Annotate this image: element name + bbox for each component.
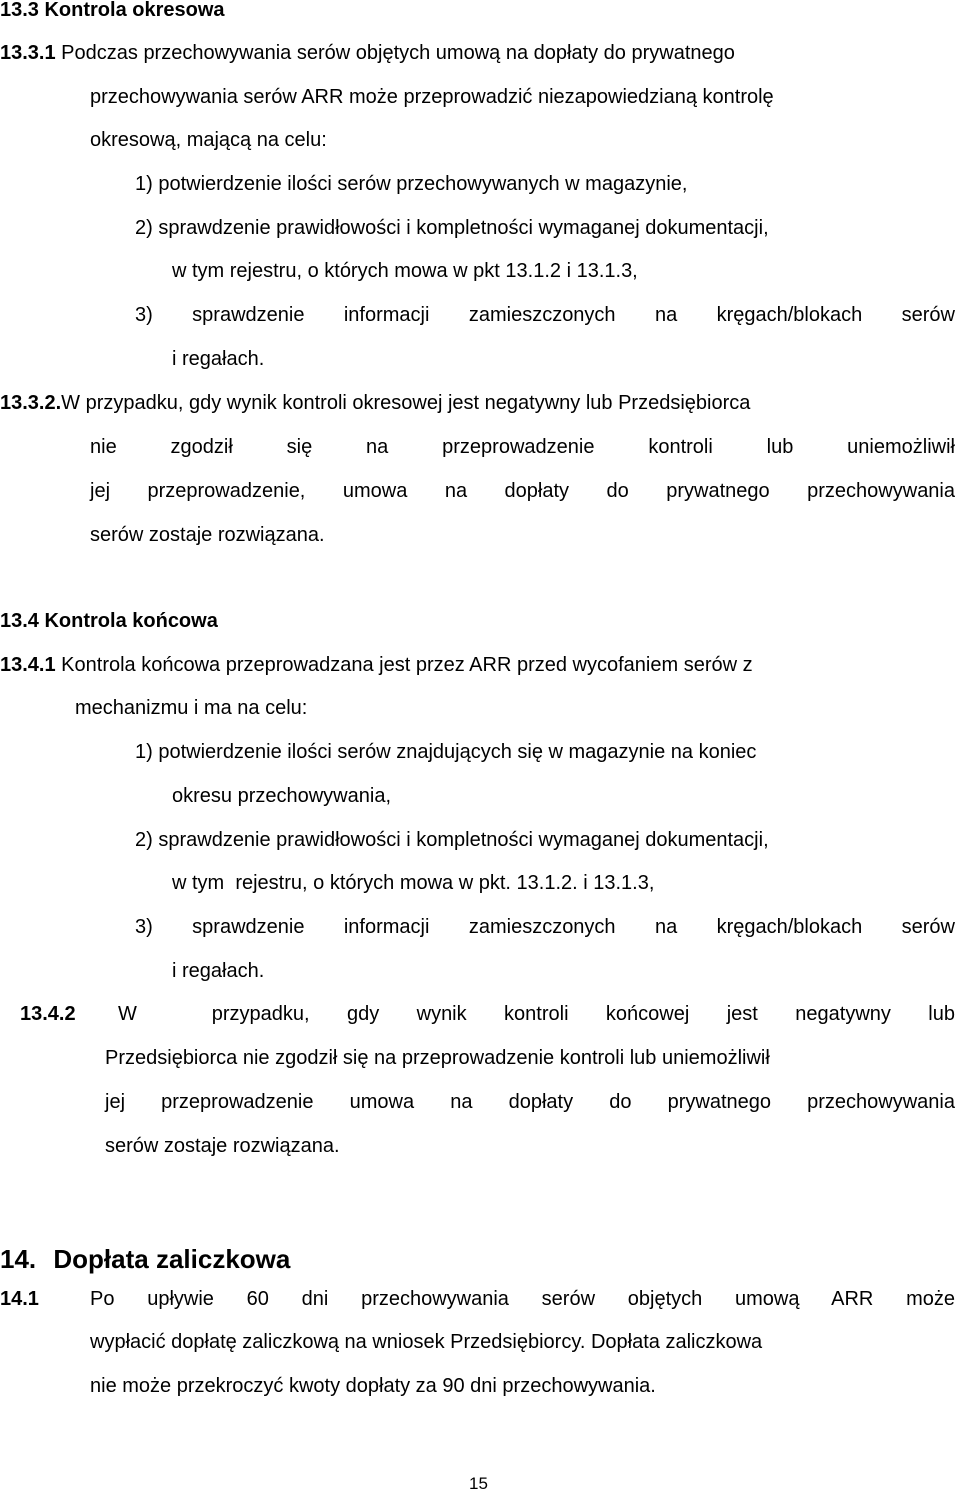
section-number: 14. xyxy=(0,1244,37,1274)
para-13-3-1-line-2: przechowywania serów ARR może przeprowadzić niezapowiedzianą kontrolę xyxy=(90,86,774,108)
list-item-continued: okresu przechowywania, xyxy=(172,785,391,807)
para-text: Kontrola końcowa przeprowadzana jest przez ARR przed wycofaniem serów z xyxy=(61,654,753,676)
para-number: 13.4.2 xyxy=(20,1003,76,1025)
para-13-3-1-line-1 xyxy=(0,41,735,65)
list-item: 2) sprawdzenie prawidłowości i kompletności wymaganej dokumentacji, xyxy=(135,217,769,239)
page-number: 15 xyxy=(469,1474,488,1493)
para-number: 13.4.1 xyxy=(0,654,56,676)
para-13-4-1-line-1 xyxy=(0,653,753,677)
list-item: 3) sprawdzenie informacji zamieszczonych na kręgach/blokach serów xyxy=(135,304,955,326)
para-13-4-1-line-2: mechanizmu i ma na celu: xyxy=(75,697,308,719)
para-13-3-2-line-3: jej przeprowadzenie, umowa na dopłaty do prywatnego przechowywania xyxy=(90,480,955,502)
para-text: W przypadku, gdy wynik kontroli okresowej jest negatywny lub Przedsiębiorca xyxy=(61,392,751,414)
list-item: 2) sprawdzenie prawidłowości i kompletności wymaganej dokumentacji, xyxy=(135,829,769,851)
list-item-continued: w tym rejestru, o których mowa w pkt 13.1.2 i 13.1.3, xyxy=(172,260,638,282)
section-13-3-heading: 13.3 Kontrola okresowa xyxy=(0,0,225,21)
para-13-3-2-line-1 xyxy=(0,391,750,415)
para-13-4-2-line-1: W przypadku, gdy wynik kontroli końcowej jest negatywny lub xyxy=(118,1003,955,1025)
para-14-1-line-2: wypłacić dopłatę zaliczkową na wniosek Przedsiębiorcy. Dopłata zaliczkowa xyxy=(90,1331,763,1353)
para-text: Podczas przechowywania serów objętych umową na dopłaty do prywatnego xyxy=(61,42,735,64)
para-13-4-2-line-3: jej przeprowadzenie umowa na dopłaty do prywatnego przechowywania xyxy=(105,1091,955,1113)
section-13-4-heading: 13.4 Kontrola końcowa xyxy=(0,610,218,632)
list-item: 3) sprawdzenie informacji zamieszczonych na kręgach/blokach serów xyxy=(135,916,955,938)
para-14-1-line-1: Po upływie 60 dni przechowywania serów objętych umową ARR może xyxy=(90,1288,955,1310)
para-number: 13.3.1 xyxy=(0,42,56,64)
section-title: Dopłata zaliczkowa xyxy=(53,1244,291,1274)
list-item-continued: i regałach. xyxy=(172,348,265,370)
para-number: 13.3.2. xyxy=(0,392,62,414)
para-13-3-1-line-3: okresową, mającą na celu: xyxy=(90,129,327,151)
para-13-4-2-line-2: Przedsiębiorca nie zgodził się na przeprowadzenie kontroli lub uniemożliwił xyxy=(105,1047,770,1069)
list-item: 1) potwierdzenie ilości serów znajdujących się w magazynie na koniec xyxy=(135,741,757,763)
list-item-continued: w tym rejestru, o których mowa w pkt. 13.1.2. i 13.1.3, xyxy=(172,872,655,894)
para-13-3-2-line-2: nie zgodził się na przeprowadzenie kontroli lub uniemożliwił xyxy=(90,436,955,458)
para-13-4-2-line-4: serów zostaje rozwiązana. xyxy=(105,1135,340,1157)
section-14-heading xyxy=(0,1244,290,1274)
list-item: 1) potwierdzenie ilości serów przechowywanych w magazynie, xyxy=(135,173,688,195)
para-number: 14.1 xyxy=(0,1288,39,1310)
list-item-continued: i regałach. xyxy=(172,960,265,982)
para-13-3-2-line-4: serów zostaje rozwiązana. xyxy=(90,524,325,546)
para-14-1-line-3: nie może przekroczyć kwoty dopłaty za 90 dni przechowywania. xyxy=(90,1375,656,1397)
